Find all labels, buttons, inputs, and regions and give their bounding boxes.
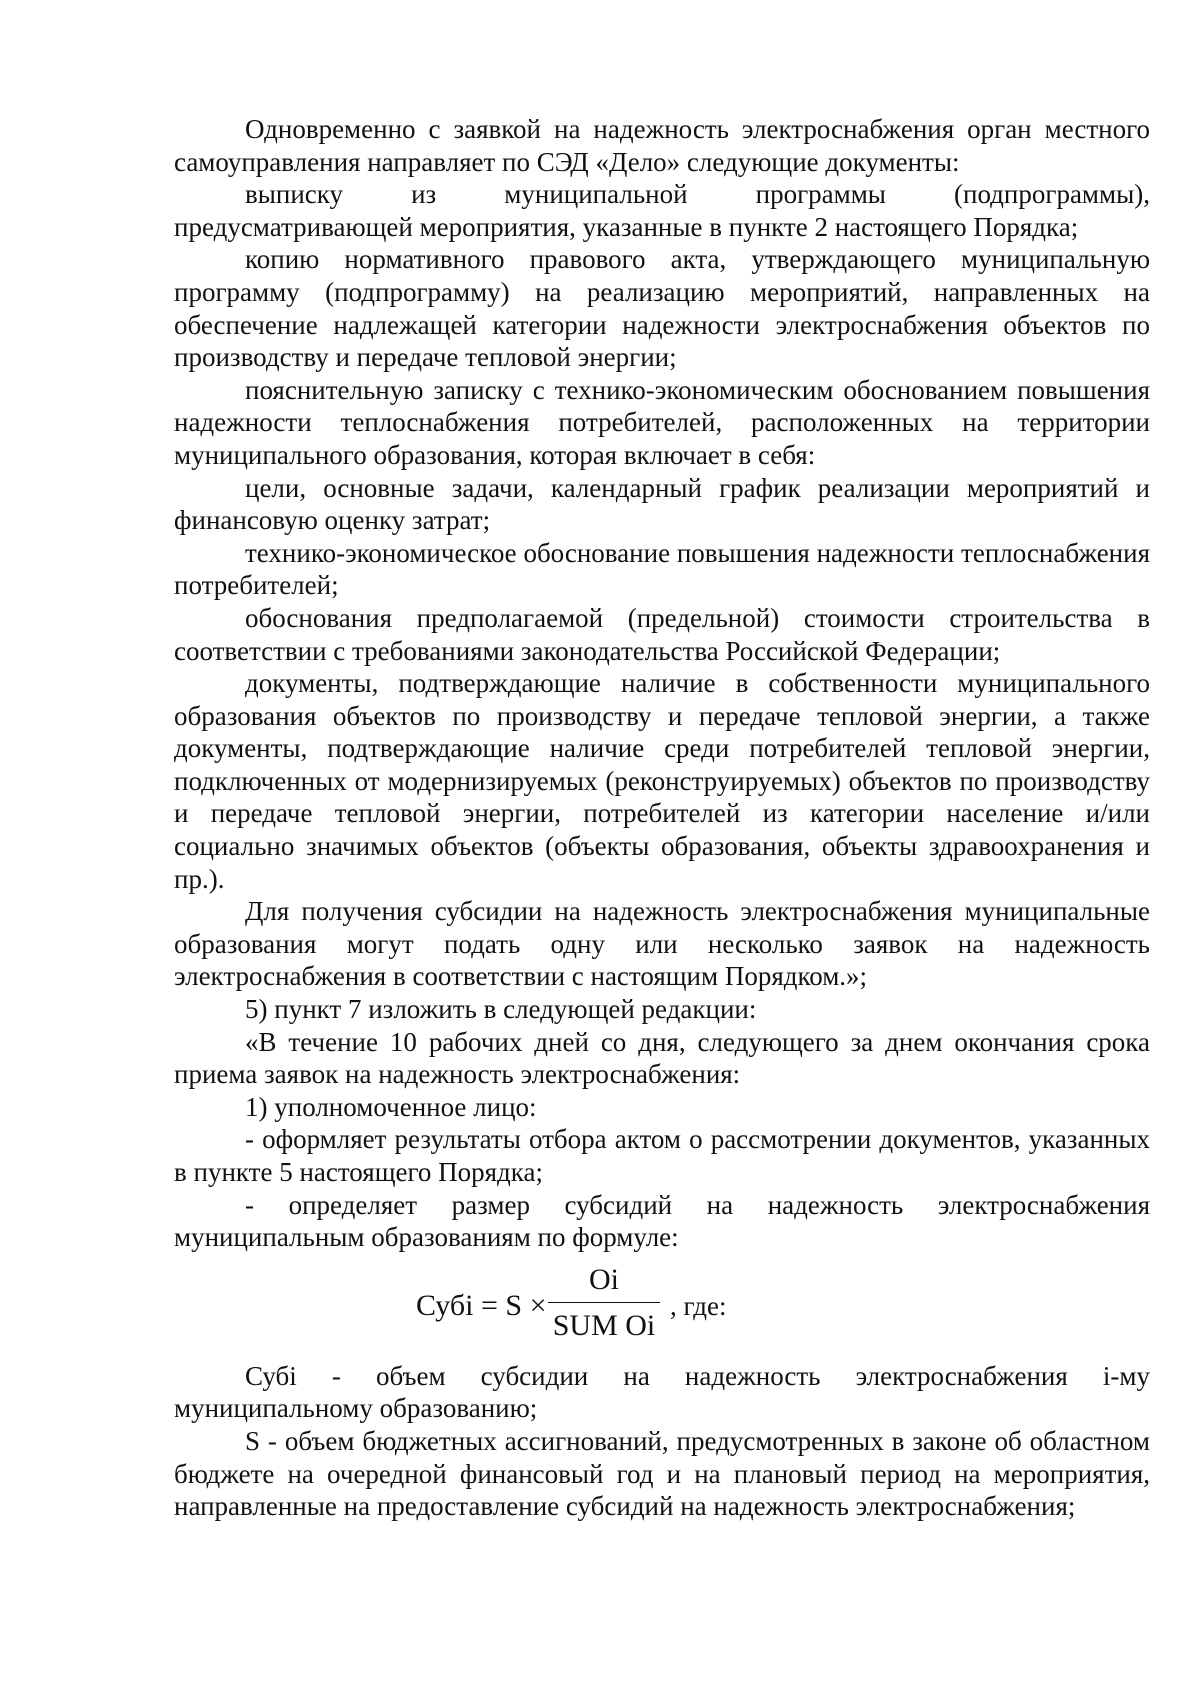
paragraph-within-10-days: «В течение 10 рабочих дней со дня, следующего за днем окончания срока приема заявок на надежность электроснабжения:: [174, 1026, 1150, 1090]
fraction-bar: [548, 1302, 660, 1304]
formula-left-side: Субi = S ×: [416, 1288, 547, 1322]
paragraph-goals: цели, основные задачи, календарный график реализации мероприятий и финансовую оценку затрат;: [174, 472, 1150, 536]
paragraph-ownership-documents: документы, подтверждающие наличие в собственности муниципального образования объектов по производству и передаче тепловой энергии, а также документы, подтверждающие наличие среди потребителей тепловой энергии, подключенных от модернизируемых (реконструируемых) объектов по производству и передаче тепловой энергии, потребителей из категории население и/или социально значимых объектов (объекты образования, объекты здравоохранения и пр.).: [174, 668, 1150, 894]
formula-denominator: SUM Oi: [552, 1309, 656, 1343]
paragraph-subsidy-size: - определяет размер субсидий на надежность электроснабжения муниципальным образованиям по формуле:: [174, 1189, 1150, 1253]
paragraph-program-extract: выписку из муниципальной программы (подпрограммы), предусматривающей мероприятия, указанные в пункте 2 настоящего Порядка;: [174, 179, 1150, 242]
paragraph-explanatory-note: пояснительную записку с технико-экономическим обоснованием повышения надежности теплоснабжения потребителей, расположенных на территории муниципального образования, которая включает в себя:: [174, 374, 1150, 470]
paragraph-cost-justification: обоснования предполагаемой (предельной) стоимости строительства в соответствии с требованиями законодательства Российской Федерации;: [174, 602, 1150, 666]
paragraph-multiple-applications: Для получения субсидии на надежность электроснабжения муниципальные образования могут подать одну или несколько заявок на надежность электроснабжения в соответствии с настоящим Порядком.»;: [174, 896, 1150, 992]
paragraph-item-5: 5) пункт 7 изложить в следующей редакции:: [245, 994, 757, 1025]
paragraph-legal-act-copy: копию нормативного правового акта, утверждающего муниципальную программу (подпрограмму) на реализацию мероприятий, направленных на обеспечение надлежащей категории надежности электроснабжения объектов по производству и передаче тепловой энергии;: [174, 244, 1150, 373]
subsidy-formula: [174, 1260, 1150, 1356]
formula-fraction: [548, 1260, 660, 1347]
document-body: [174, 113, 1150, 1523]
paragraph-feasibility: технико-экономическое обоснование повышения надежности теплоснабжения потребителей;: [174, 537, 1150, 601]
paragraph-subi-definition: Субi - объем субсидии на надежность электроснабжения i-му муниципальному образованию;: [174, 1360, 1150, 1424]
paragraph-authorized-person: 1) уполномоченное лицо:: [245, 1091, 537, 1122]
formula-numerator: Oi: [589, 1262, 619, 1296]
paragraph-selection-results: - оформляет результаты отбора актом о рассмотрении документов, указанных в пункте 5 настоящего Порядка;: [174, 1124, 1150, 1187]
paragraph-intro: Одновременно с заявкой на надежность электроснабжения орган местного самоуправления направляет по СЭД «Дело» следующие документы:: [174, 114, 1150, 177]
formula-where: , где:: [670, 1290, 727, 1321]
paragraph-s-definition: S - объем бюджетных ассигнований, предусмотренных в законе об областном бюджете на очередной финансовый год и на плановый период на мероприятия, направленные на предоставление субсидий на надежность электроснабжения;: [174, 1425, 1150, 1522]
